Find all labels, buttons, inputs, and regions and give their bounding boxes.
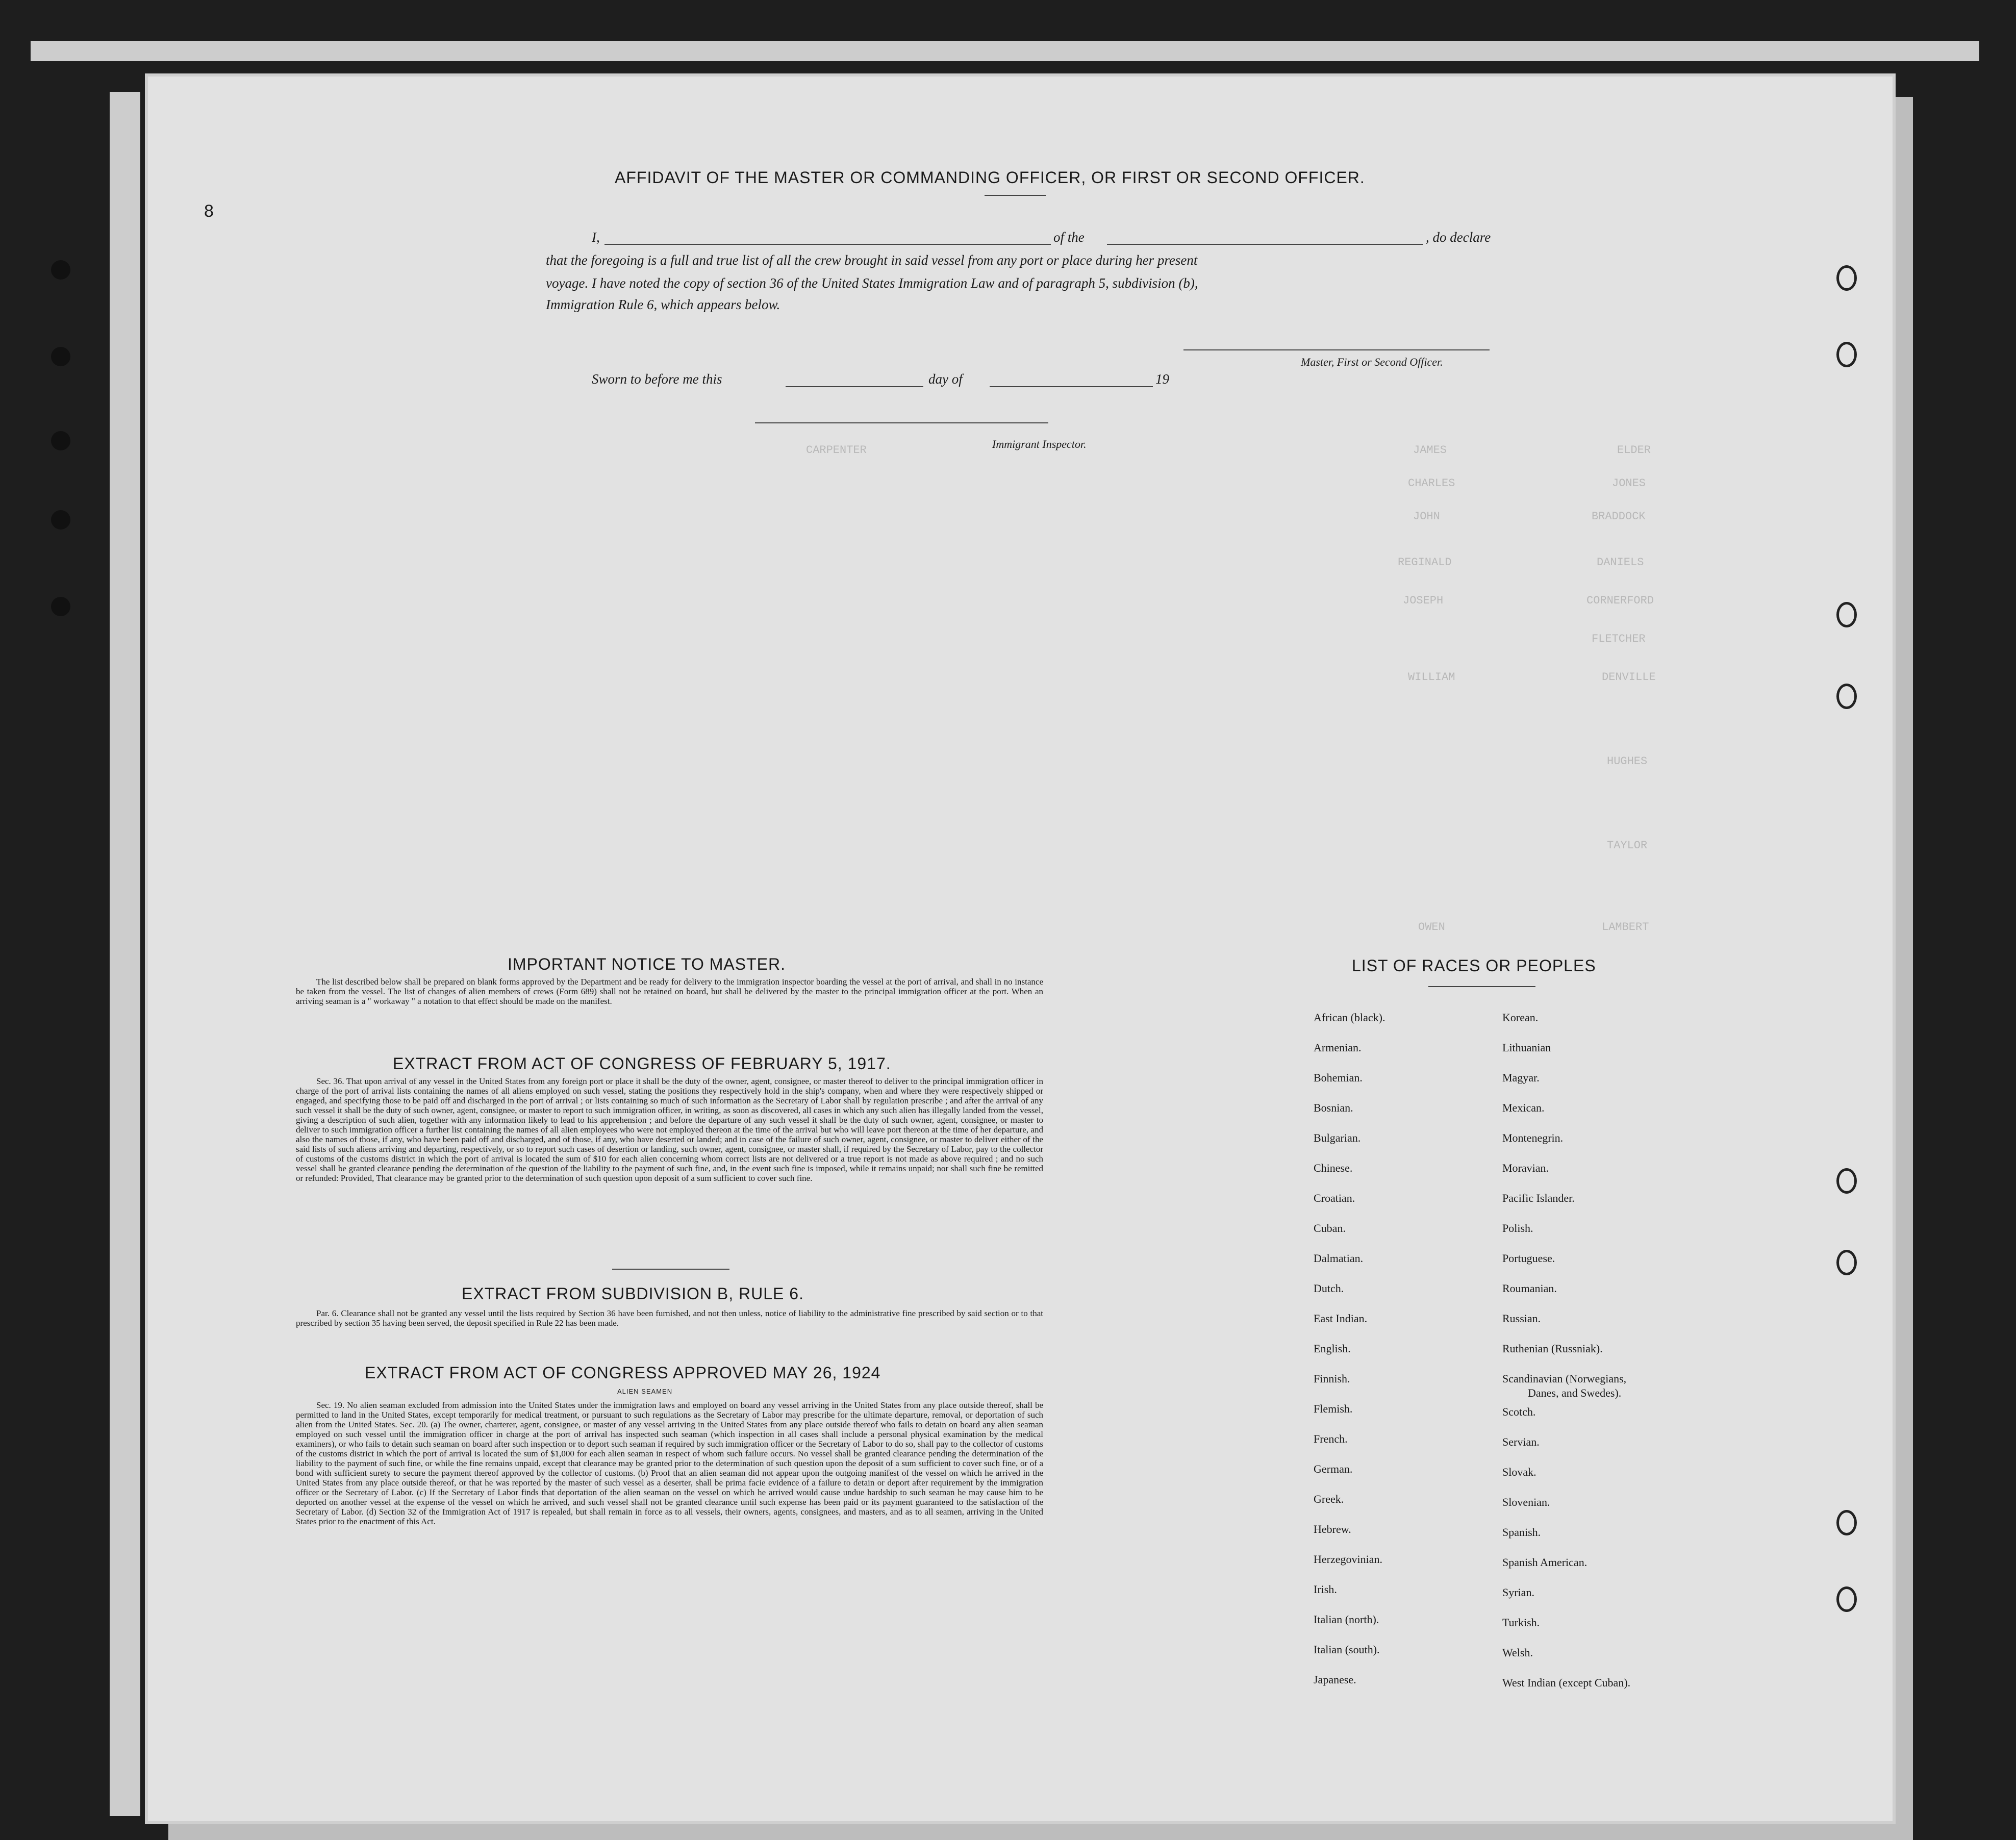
binder-ring <box>1836 265 1857 291</box>
race-item: Finnish. <box>1314 1372 1350 1385</box>
sworn-label: Sworn to before me this <box>592 371 722 387</box>
races-rule <box>1428 986 1535 987</box>
rule6-body: Par. 6. Clearance shall not be granted any vessel until the lists required by Section 36 have been furnished, and not then unless, notice of liability to the administrative fine prescribed by said section or to that prescribed by section 35 having been served, the deposit specified in Rule 22 has been made. <box>296 1308 1043 1328</box>
binder-ring <box>1836 1250 1857 1275</box>
race-item: Spanish. <box>1502 1526 1541 1539</box>
race-item: Chinese. <box>1314 1162 1353 1174</box>
page-edge-top <box>31 41 1979 61</box>
sworn-month-blank[interactable] <box>990 386 1153 387</box>
race-item: Portuguese. <box>1502 1252 1555 1265</box>
race-item: Montenegrin. <box>1502 1131 1564 1144</box>
race-item: Polish. <box>1502 1222 1533 1234</box>
race-item: Mexican. <box>1502 1101 1545 1114</box>
inspector-signature-blank[interactable] <box>755 422 1048 423</box>
race-item: Greek. <box>1314 1493 1344 1505</box>
race-item: Pacific Islander. <box>1502 1192 1575 1204</box>
binder-ring <box>1836 684 1857 709</box>
race-item: Herzegovinian. <box>1314 1553 1382 1566</box>
race-item: Danes, and Swedes). <box>1528 1387 1622 1399</box>
section-rule <box>612 1269 729 1270</box>
race-item: Italian (north). <box>1314 1613 1379 1626</box>
day-of-label: day of <box>928 371 963 387</box>
page-edge-left <box>110 92 140 1816</box>
race-item: West Indian (except Cuban). <box>1502 1676 1631 1689</box>
master-label: Master, First or Second Officer. <box>1301 356 1443 368</box>
affidavit-i: I, <box>592 230 600 245</box>
extract-1924-subtitle: ALIEN SEAMEN <box>617 1388 673 1395</box>
affidavit-line2: that the foregoing is a full and true list of all the crew brought in said vessel from any port or place during her present <box>546 253 1198 268</box>
affidavit-declare: , do declare <box>1426 230 1491 245</box>
year-label: 19 <box>1155 371 1169 387</box>
binder-ring <box>1836 1168 1857 1194</box>
race-item: German. <box>1314 1463 1353 1475</box>
master-signature-blank[interactable] <box>1183 349 1490 350</box>
binder-hole <box>51 260 70 280</box>
race-item: Roumanian. <box>1502 1282 1557 1295</box>
race-item: Armenian. <box>1314 1041 1362 1054</box>
race-item: Welsh. <box>1502 1646 1533 1659</box>
race-item: Japanese. <box>1314 1673 1356 1686</box>
binder-hole <box>51 597 70 616</box>
document-page <box>148 77 1893 1821</box>
race-item: Hebrew. <box>1314 1523 1351 1535</box>
notice-title: IMPORTANT NOTICE TO MASTER. <box>508 955 786 973</box>
race-item: French. <box>1314 1432 1348 1445</box>
race-item: Syrian. <box>1502 1586 1534 1599</box>
extract-1924-title: EXTRACT FROM ACT OF CONGRESS APPROVED MAY 26, 1924 <box>365 1364 881 1382</box>
name-blank[interactable] <box>604 244 1051 245</box>
race-item: Turkish. <box>1502 1616 1540 1629</box>
race-item: Ruthenian (Russniak). <box>1502 1342 1603 1355</box>
race-item: Bosnian. <box>1314 1101 1353 1114</box>
binder-ring <box>1836 1586 1857 1612</box>
sworn-day-blank[interactable] <box>786 386 923 387</box>
affidavit-title: AFFIDAVIT OF THE MASTER OR COMMANDING OFFICER, OR FIRST OR SECOND OFFICER. <box>615 168 1365 187</box>
race-item: Bulgarian. <box>1314 1131 1361 1144</box>
race-item: Irish. <box>1314 1583 1337 1596</box>
race-item: Spanish American. <box>1502 1556 1587 1569</box>
notice-body: The list described below shall be prepared on blank forms approved by the Department and be ready for delivery to the immigration inspector boarding the vessel at the port of arrival, and shall in no instance be taken from the vessel. The list of changes of alien members of crews (Form 689) shall not be retained on board, but shall be delivered by the master to the principal immigration officer at the port. When an arriving seaman is a " workaway " a notation to that effect should be made on the manifest. <box>296 977 1043 1006</box>
race-item: East Indian. <box>1314 1312 1368 1325</box>
affidavit-of-the: of the <box>1053 230 1085 245</box>
race-item: Scandinavian (Norwegians, <box>1502 1372 1627 1385</box>
binder-hole <box>51 431 70 450</box>
corner-mark: 8 <box>204 201 214 221</box>
race-item: Slovak. <box>1502 1466 1536 1478</box>
race-item: Cuban. <box>1314 1222 1346 1234</box>
title-rule <box>985 195 1046 196</box>
races-title: LIST OF RACES OR PEOPLES <box>1352 956 1596 975</box>
inspector-label: Immigrant Inspector. <box>992 438 1087 450</box>
race-item: Croatian. <box>1314 1192 1355 1204</box>
race-item: Servian. <box>1502 1435 1540 1448</box>
race-item: English. <box>1314 1342 1351 1355</box>
rule6-title: EXTRACT FROM SUBDIVISION B, RULE 6. <box>462 1284 804 1303</box>
race-item: Lithuanian <box>1502 1041 1551 1054</box>
extract-1924-body: Sec. 19. No alien seaman excluded from admission into the United States under the immigration laws and employed on board any vessel arriving in the United States from any place outside thereof, shall be permitted to land in the United States, except temporarily for medical treatment, or pursuant to such regulations as the Secretary of Labor may prescribe for the ultimate departure, removal, or deportation of such alien from the United States. Sec. 20. (a) The owner, charterer, agent, consignee, or master of any vessel arriving in the United States from any place outside thereof who fails to detain on board any alien seaman employed on such vessel until the immigration officer in charge at the port of arrival has inspected such seaman (which inspection in all cases shall include a personal physical examination by the medical examiners), or who fails to detain such seaman on board after such inspection or to deport such seaman if required by such immigration officer or the Secretary of Labor to do so, shall pay to the collector of customs of the customs district in which the port of arrival is located the sum of $1,000 for each alien seaman in respect of whom such failure occurs. No vessel shall be granted clearance pending the determination of the liability to the payment of such fine, or while the fine remains unpaid, except that clearance may be granted prior to the determination of such question upon the deposit of a sum sufficient to cover such fine, or of a bond with sufficient surety to secure the payment thereof approved by the collector of customs. (b) Proof that an alien seaman did not appear upon the outgoing manifest of the vessel on which he arrived in the United States from any place outside thereof, or that he was reported by the master of such vessel as a deserter, shall be prima facie evidence of a failure to detain or deport after requirement by the immigration officer or the Secretary of Labor. (c) If the Secretary of Labor finds that deportation of the alien seaman on the vessel on which he arrived would cause undue hardship to such seaman he may cause him to be deported on another vessel at the expense of the vessel on which he arrived, and such vessel shall not be granted clearance until such expense has been paid or its payment guaranteed to the satisfaction of the Secretary of Labor. (d) Section 32 of the Immigration Act of 1917 is repealed, but shall remain in force as to all vessels, their owners, agents, consignees, and masters, and as to all seamen, arriving in the United States prior to the enactment of this Act. <box>296 1400 1043 1526</box>
race-item: African (black). <box>1314 1011 1385 1024</box>
race-item: Dutch. <box>1314 1282 1344 1295</box>
race-item: Russian. <box>1502 1312 1541 1325</box>
binder-hole <box>51 347 70 366</box>
extract-1917-body: Sec. 36. That upon arrival of any vessel in the United States from any foreign port or place it shall be the duty of the owner, agent, consignee, or master thereof to deliver to the principal immigration officer in charge of the port of arrival lists containing the names of all aliens employed on such vessel, stating the positions they respectively hold in the ship's company, when and where they were respectively shipped or engaged, and specifying those to be paid off and discharged in the port of arrival ; or lists containing so much of such information as the Secretary of Labor shall by regulation prescribe ; and after the arrival of any such vessel it shall be the duty of such owner, agent, consignee, or master to report to such immigration officer, in writing, as soon as discovered, all cases in which any such alien has illegally landed from the vessel, giving a description of such alien, together with any information likely to lead to his apprehension ; and before the departure of any such vessel it shall be the duty of such owner, agent, consignee, or master to deliver to such immigration officer a further list containing the names of all alien employees who were not employed thereon at the time of the arrival but who will leave port thereon at the time of her departure, and also the names of those, if any, who have been paid off and discharged, and of those, if any, who have deserted or landed; and in case of the failure of such owner, agent, consignee, or master to deliver either of the said lists of such aliens arriving and departing, respectively, or so to report such cases of desertion or landing, such owner, agent, consignee, or master shall, if required by the Secretary of Labor, pay to the collector of customs of the customs district in which the port of arrival is located the sum of $10 for each alien concerning whom correct lists are not delivered or a true report is not made as above required ; and no such vessel shall be granted clearance pending the determination of the question of the liability to the payment of such fine, and, in the event such fine is imposed, while it remains unpaid; nor shall such fine be remitted or refunded: Provided, That clearance may be granted prior to the determination of such question upon deposit of a sum sufficient to cover such fine. <box>296 1076 1043 1183</box>
vessel-blank[interactable] <box>1107 244 1423 245</box>
race-item: Flemish. <box>1314 1402 1353 1415</box>
race-item: Bohemian. <box>1314 1071 1363 1084</box>
race-item: Dalmatian. <box>1314 1252 1364 1265</box>
affidavit-line4: Immigration Rule 6, which appears below. <box>546 297 780 312</box>
race-item: Korean. <box>1502 1011 1539 1024</box>
binder-ring <box>1836 602 1857 627</box>
extract-1917-title: EXTRACT FROM ACT OF CONGRESS OF FEBRUARY 5, 1917. <box>393 1054 891 1073</box>
binder-ring <box>1836 342 1857 367</box>
race-item: Moravian. <box>1502 1162 1549 1174</box>
race-item: Scotch. <box>1502 1405 1536 1418</box>
race-item: Magyar. <box>1502 1071 1540 1084</box>
binder-ring <box>1836 1510 1857 1535</box>
affidavit-line3: voyage. I have noted the copy of section 36 of the United States Immigration Law and of paragraph 5, subdivision (b), <box>546 275 1198 291</box>
race-item: Slovenian. <box>1502 1496 1550 1508</box>
race-item: Italian (south). <box>1314 1643 1380 1656</box>
binder-hole <box>51 510 70 530</box>
